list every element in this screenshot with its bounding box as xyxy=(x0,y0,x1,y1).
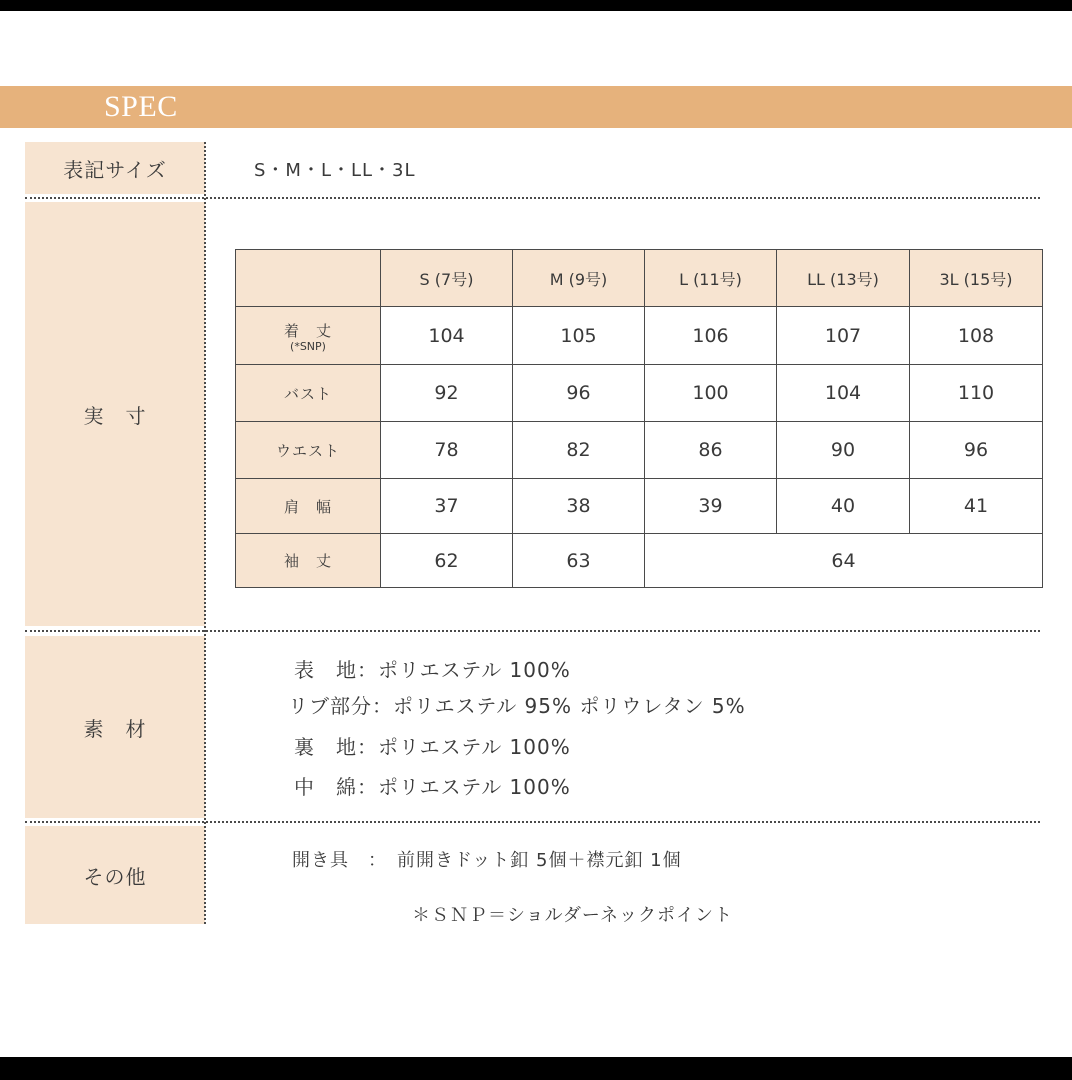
material-line: 裏 地：ポリエステル 100% xyxy=(294,735,571,759)
snp-note: ＊ＳＮＰ＝ショルダーネックポイント xyxy=(412,905,734,926)
size-label-cell xyxy=(25,142,205,194)
fastener-note: 開き具 ： 前開きドット釦 5個＋襟元釦 1個 xyxy=(292,850,682,871)
bottom-black-border xyxy=(0,1057,1072,1080)
divider-3 xyxy=(25,821,1040,823)
row-label: 着 丈 xyxy=(283,321,332,340)
row-label-note: (*SNP) xyxy=(290,339,326,353)
table-cell: 104 xyxy=(777,365,910,422)
table-row xyxy=(236,365,1043,422)
spec-title: SPEC xyxy=(104,90,178,123)
table-cell: 38 xyxy=(513,479,645,534)
table-cell: 82 xyxy=(513,422,645,479)
size-list: S・M・L・LL・3L xyxy=(254,160,416,181)
table-cell: 107 xyxy=(777,307,910,365)
table-cell: 62 xyxy=(381,534,513,588)
top-black-border xyxy=(0,0,1072,11)
other-label-cell xyxy=(25,826,205,924)
table-cell: 108 xyxy=(910,307,1043,365)
table-cell: 90 xyxy=(777,422,910,479)
table-corner-cell xyxy=(236,250,381,307)
row-label-cell: バスト xyxy=(236,365,381,422)
measure-label: 実 寸 xyxy=(83,403,147,428)
other-label: その他 xyxy=(83,864,147,889)
header-cell: L (11号) xyxy=(645,250,777,307)
header-cell: 3L (15号) xyxy=(910,250,1043,307)
table-cell: 86 xyxy=(645,422,777,479)
table-cell: 106 xyxy=(645,307,777,365)
row-label-cell: 肩 幅 xyxy=(236,479,381,534)
header-cell: M (9号) xyxy=(513,250,645,307)
row-label-cell: 袖 丈 xyxy=(236,534,381,588)
table-cell: 41 xyxy=(910,479,1043,534)
table-cell: 96 xyxy=(513,365,645,422)
size-label: 表記サイズ xyxy=(63,157,167,182)
table-cell: 104 xyxy=(381,307,513,365)
material-line: リブ部分：ポリエステル 95% ポリウレタン 5% xyxy=(288,694,746,718)
table-row xyxy=(236,307,1043,365)
divider-1 xyxy=(25,197,1040,199)
vertical-divider xyxy=(204,142,206,924)
size-table xyxy=(235,249,1043,588)
header-cell: S (7号) xyxy=(381,250,513,307)
table-row xyxy=(236,479,1043,534)
table-header-row xyxy=(236,250,1043,307)
table-cell: 37 xyxy=(381,479,513,534)
table-row xyxy=(236,534,1043,588)
table-cell: 40 xyxy=(777,479,910,534)
table-cell: 100 xyxy=(645,365,777,422)
row-label-cell: ウエスト xyxy=(236,422,381,479)
divider-2 xyxy=(25,630,1040,632)
material-label-cell xyxy=(25,636,205,818)
table-cell: 78 xyxy=(381,422,513,479)
row-label-cell xyxy=(236,307,381,365)
material-line: 中 綿：ポリエステル 100% xyxy=(294,775,571,799)
material-line: 表 地：ポリエステル 100% xyxy=(294,658,571,682)
table-row xyxy=(236,422,1043,479)
table-cell-merged: 64 xyxy=(645,534,1043,588)
material-label: 素 材 xyxy=(83,716,147,741)
spec-header-band xyxy=(0,86,1072,128)
table-cell: 63 xyxy=(513,534,645,588)
table-cell: 92 xyxy=(381,365,513,422)
header-cell: LL (13号) xyxy=(777,250,910,307)
measure-label-cell xyxy=(25,202,205,626)
table-cell: 96 xyxy=(910,422,1043,479)
table-cell: 105 xyxy=(513,307,645,365)
table-cell: 110 xyxy=(910,365,1043,422)
table-cell: 39 xyxy=(645,479,777,534)
